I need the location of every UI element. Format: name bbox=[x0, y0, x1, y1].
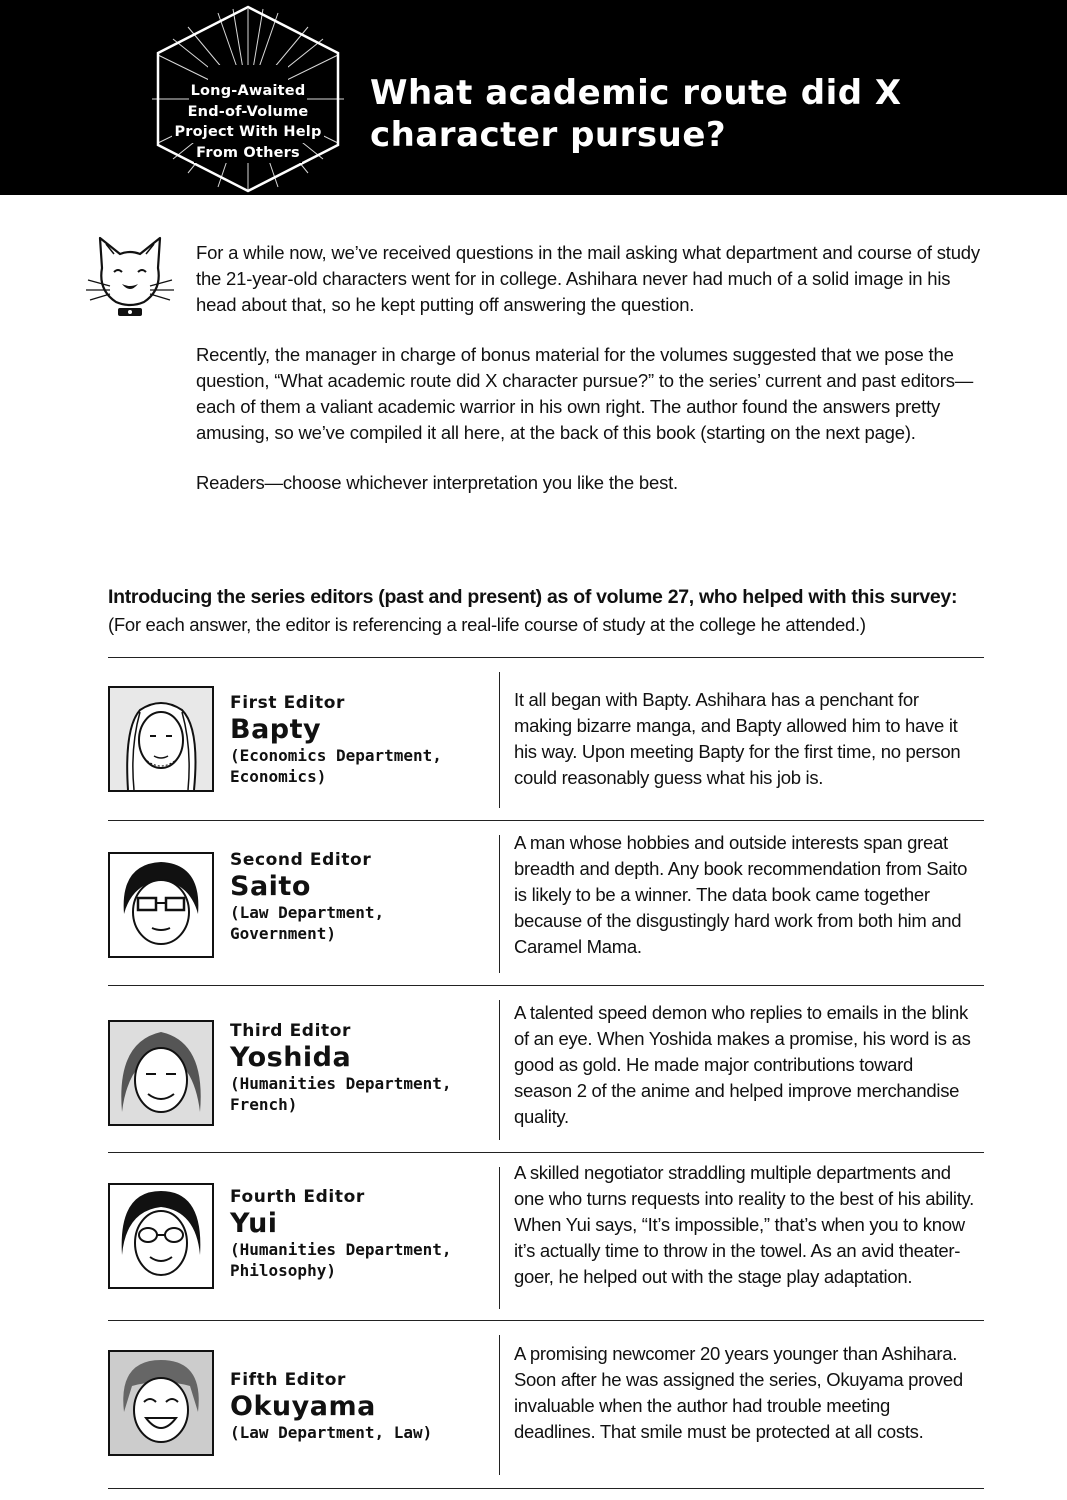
survey-heading: Introducing the series editors (past and present) as of volume 27, who helped with this survey: bbox=[108, 586, 958, 608]
editor-name: Okuyama bbox=[230, 1391, 376, 1422]
project-badge bbox=[148, 5, 348, 193]
editor-name: Yoshida bbox=[230, 1042, 352, 1073]
editor-portrait bbox=[108, 686, 214, 792]
row-divider bbox=[108, 820, 984, 821]
row-divider bbox=[108, 985, 984, 986]
editor-role: Third Editor bbox=[230, 1021, 351, 1041]
column-divider bbox=[499, 672, 500, 808]
editor-department: (Law Department, Government) bbox=[230, 903, 385, 943]
badge-label bbox=[168, 81, 328, 163]
row-divider bbox=[108, 657, 984, 658]
editor-department: (Humanities Department, Philosophy) bbox=[230, 1240, 452, 1280]
column-divider bbox=[499, 1167, 500, 1309]
editor-role: First Editor bbox=[230, 693, 345, 713]
editor-portrait bbox=[108, 1350, 214, 1456]
row-divider bbox=[108, 1320, 984, 1321]
intro-paragraph: Readers—choose whichever interpretation you like the best. bbox=[196, 472, 679, 493]
editor-portrait bbox=[108, 852, 214, 958]
editor-role: Fifth Editor bbox=[230, 1370, 346, 1390]
editor-department: (Law Department, Law) bbox=[230, 1423, 433, 1442]
badge-line: From Others bbox=[194, 143, 302, 164]
editor-role: Second Editor bbox=[230, 850, 372, 870]
editor-description: A man whose hobbies and outside interests span great breadth and depth. Any book recommendation from Saito is likely to be a winner. The data book came together because of the disgustingly hard work from both him and Caramel Mama. bbox=[514, 832, 968, 957]
survey-note: (For each answer, the editor is referencing a real-life course of study at the college he attended.) bbox=[108, 614, 866, 635]
editor-role: Fourth Editor bbox=[230, 1187, 365, 1207]
badge-line: Project With Help bbox=[172, 122, 323, 143]
column-divider bbox=[499, 1000, 500, 1140]
column-divider bbox=[499, 1335, 500, 1475]
intro-text bbox=[196, 240, 986, 520]
editor-description: It all began with Bapty. Ashihara has a penchant for making bizarre manga, and Bapty allowed him to have it his way. Upon meeting Bapty for the first time, no person could reasonably guess what his job is. bbox=[514, 689, 961, 788]
editor-description: A talented speed demon who replies to emails in the blink of an eye. When Yoshida makes a promise, his word is as good as gold. He made major contributions toward season 2 of the anime and helped improve merchandise quality. bbox=[514, 1002, 971, 1127]
editor-portrait bbox=[108, 1183, 214, 1289]
page-title: What academic route did X character pursue? bbox=[370, 73, 902, 155]
editor-portrait bbox=[108, 1020, 214, 1126]
badge-line: Long-Awaited bbox=[189, 81, 308, 102]
editor-name: Saito bbox=[230, 871, 311, 902]
intro-paragraph: For a while now, we’ve received questions in the mail asking what department and course of study the 21-year-old characters went for in college. Ashihara never had much of a solid image in his head about that, so he kept putting off answering the question. bbox=[196, 242, 980, 315]
badge-line: End-of-Volume bbox=[186, 102, 311, 123]
editor-department: (Economics Department, Economics) bbox=[230, 746, 442, 786]
editor-name: Yui bbox=[230, 1208, 278, 1239]
editor-description: A skilled negotiator straddling multiple departments and one who turns requests into reality to the best of his ability. When Yui says, “It’s impossible,” that’s when you to know it’s actually time to throw in the towel. As an avid theater-goer, he helped out with the stage play adaptation. bbox=[514, 1162, 974, 1287]
editor-description: A promising newcomer 20 years younger than Ashihara. Soon after he was assigned the series, Okuyama proved invaluable when the author had trouble meeting deadlines. That smile must be protected at all costs. bbox=[514, 1343, 963, 1442]
row-divider bbox=[108, 1152, 984, 1153]
column-divider bbox=[499, 835, 500, 973]
cat-mascot-icon bbox=[80, 228, 180, 328]
editor-name: Bapty bbox=[230, 714, 322, 745]
editor-department: (Humanities Department, French) bbox=[230, 1074, 452, 1114]
row-divider bbox=[108, 1488, 984, 1489]
header-band bbox=[0, 0, 1067, 195]
intro-paragraph: Recently, the manager in charge of bonus material for the volumes suggested that we pose the question, “What academic route did X character pursue?” to the series’ current and past editors—each of them a valiant academic warrior in his own right. The author found the answers pretty amusing, so we’ve compiled it all here, at the back of this book (starting on the next page). bbox=[196, 344, 974, 443]
